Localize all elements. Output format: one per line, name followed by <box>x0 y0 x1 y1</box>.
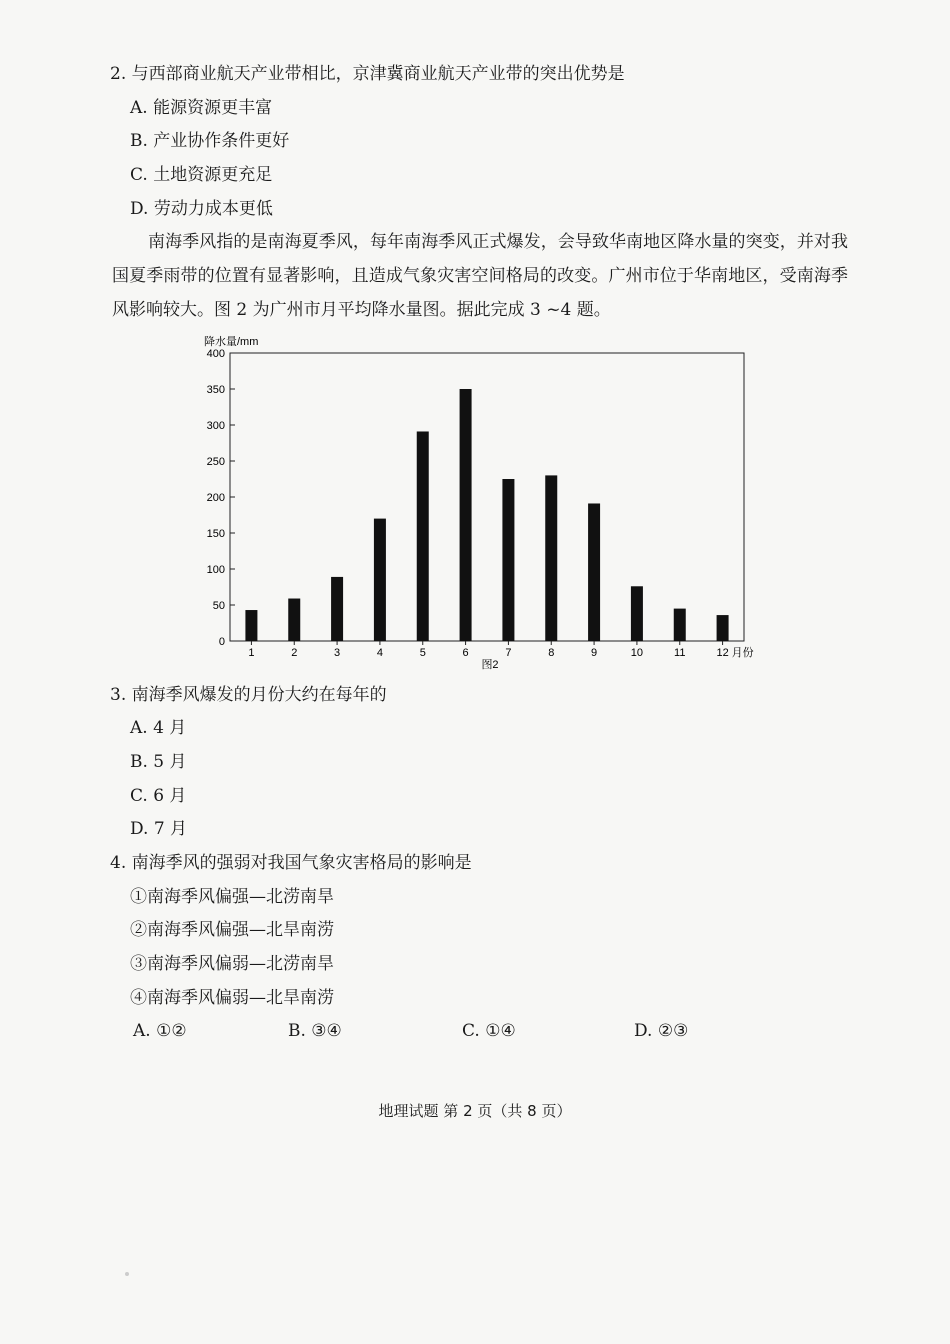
x-tick-label: 10 <box>630 647 644 659</box>
y-tick-label: 250 <box>206 456 225 468</box>
q3-option-b[interactable]: B. 5 月 <box>130 752 187 772</box>
q4-option-d[interactable]: D. ②③ <box>634 1021 689 1041</box>
x-tick-label: 9 <box>591 647 598 659</box>
bar <box>288 599 300 641</box>
precipitation-chart <box>180 332 780 677</box>
q2-option-c[interactable]: C. 土地资源更充足 <box>130 165 273 185</box>
x-tick-label: 1 <box>248 647 255 659</box>
q4-item-1: ①南海季风偏强—北涝南旱 <box>130 887 334 907</box>
y-tick-label: 350 <box>206 384 225 396</box>
bar <box>374 519 386 641</box>
y-axis-label: 降水量/mm <box>204 336 259 348</box>
bar <box>545 475 557 641</box>
y-tick-label: 50 <box>212 600 225 612</box>
q4-option-b[interactable]: B. ③④ <box>288 1021 342 1041</box>
q4-item-4: ④南海季风偏弱—北旱南涝 <box>130 988 334 1008</box>
bar <box>588 503 600 641</box>
scan-speck <box>125 1272 129 1276</box>
chart-caption: 图2 <box>481 659 499 671</box>
q2-stem: 2. 与西部商业航天产业带相比，京津冀商业航天产业带的突出优势是 <box>110 64 625 84</box>
y-tick-label: 100 <box>206 564 225 576</box>
x-tick-label: 7 <box>505 647 512 659</box>
passage-text: 南海季风指的是南海夏季风，每年南海季风正式爆发，会导致华南地区降水量的突变，并对我国夏季雨带的位置有显著影响，且造成气象灾害空间格局的改变。广州市位于华南地区，受南海季风影响较大。图 2 为广州市月平均降水量图。据此完成 3 ~4 题。 <box>112 232 848 320</box>
bar <box>717 615 729 641</box>
y-tick-label: 400 <box>206 348 225 360</box>
q4-item-2: ②南海季风偏强—北旱南涝 <box>130 920 334 940</box>
y-tick-label: 0 <box>218 636 225 648</box>
bar <box>502 479 514 641</box>
q3-option-a[interactable]: A. 4 月 <box>130 718 187 738</box>
y-axis <box>207 348 235 648</box>
x-tick-label: 8 <box>548 647 555 659</box>
q4-option-a[interactable]: A. ①② <box>133 1021 187 1041</box>
bar <box>417 431 429 641</box>
bar <box>460 389 472 641</box>
bars <box>245 389 728 641</box>
q2-option-d[interactable]: D. 劳动力成本更低 <box>130 199 273 219</box>
q3-option-d[interactable]: D. 7 月 <box>130 819 188 839</box>
q3-stem: 3. 南海季风爆发的月份大约在每年的 <box>110 685 387 705</box>
y-tick-label: 200 <box>206 492 225 504</box>
q4-item-3: ③南海季风偏弱—北涝南旱 <box>130 954 334 974</box>
bar <box>245 610 257 641</box>
x-tick-label: 12 <box>716 647 729 659</box>
q3-option-c[interactable]: C. 6 月 <box>130 786 187 806</box>
plot-frame <box>230 353 744 641</box>
y-tick-label: 150 <box>206 528 225 540</box>
bar <box>631 586 643 641</box>
x-tick-label: 4 <box>376 647 383 659</box>
x-tick-label: 5 <box>419 647 426 659</box>
y-tick-label: 300 <box>206 420 225 432</box>
x-tick-label: 6 <box>462 647 469 659</box>
x-tick-label: 3 <box>334 647 341 659</box>
x-tick-label: 2 <box>291 647 298 659</box>
x-axis-unit-label: 月份 <box>731 647 754 659</box>
page-footer: 地理试题 第 2 页（共 8 页） <box>378 1102 572 1120</box>
q2-option-a[interactable]: A. 能源资源更丰富 <box>130 98 273 118</box>
q4-stem: 4. 南海季风的强弱对我国气象灾害格局的影响是 <box>110 853 472 873</box>
q2-option-b[interactable]: B. 产业协作条件更好 <box>130 131 290 151</box>
x-axis <box>248 641 753 659</box>
q4-option-c[interactable]: C. ①④ <box>462 1021 516 1041</box>
x-tick-label: 11 <box>674 647 686 659</box>
bar <box>674 609 686 641</box>
bar <box>331 577 343 641</box>
